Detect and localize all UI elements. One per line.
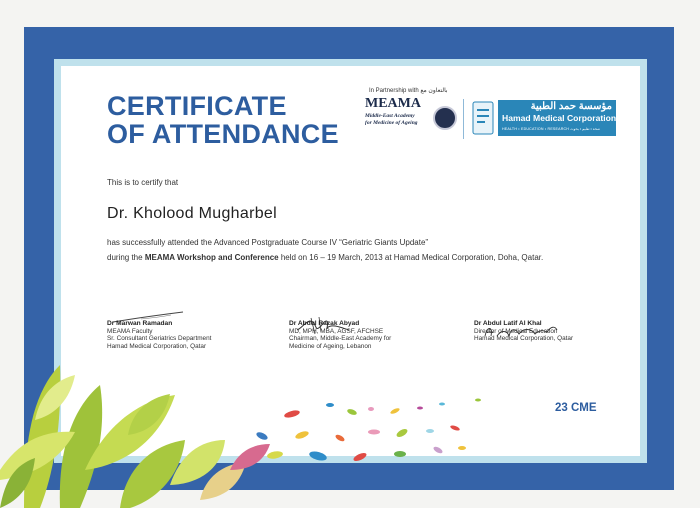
hmc-name-box [498,100,616,136]
logo-divider [463,99,464,139]
hmc-english-name: Hamad Medical Corporation [502,113,617,123]
signatory-detail: Hamad Medical Corporation, Qatar [474,335,574,343]
event-name: MEAMA Workshop and Conference [144,253,279,262]
signatory-detail: Medicine of Ageing, Lebanon [289,342,372,350]
title-line-2: OF ATTENDANCE [107,119,339,149]
meama-seal-icon [433,106,457,130]
signatory-detail: Director of Medical Education [474,327,558,335]
hmc-tagline: HEALTH • EDUCATION • RESEARCH صحة • تعليم • بحوث [502,127,601,131]
hmc-arabic-name: مؤسسة حمد الطبية [530,101,612,112]
meama-subtitle [365,113,431,127]
title-line-1: CERTIFICATE [107,91,287,121]
signatory-detail: Sr. Consultant Geriatrics Department [107,335,212,343]
event-statement-prefix: during the [107,253,145,262]
certificate-paper [61,66,640,456]
signatory-name: Dr Abdul Latif Al Khal [474,320,542,327]
signatory-detail: Hamad Medical Corporation, Qatar [107,342,207,350]
signatory-detail: MD, MPH, MBA, AGSF, AFCHSE [289,327,384,335]
event-statement [107,253,543,262]
signatory-detail: Chairman, Middle-East Academy for [289,335,392,343]
course-statement: has successfully attended the Advanced Postgraduate Course IV “Geriatric Giants Update” [107,238,429,247]
meama-subtitle-line-2: for Medicine of Ageing [365,120,418,126]
meama-logo [365,96,455,140]
signatory-detail: MEAMA Faculty [107,327,153,335]
signatory-block-2 [289,320,489,350]
recipient-name: Dr. Kholood Mugharbel [107,205,277,222]
signatory-name: Dr Abdul Razak Abyad [289,320,360,327]
meama-subtitle-line-1: Middle-East Academy [365,113,415,119]
meama-wordmark: MEAMA [365,96,421,111]
event-statement-suffix: held on 16 – 19 March, 2013 at Hamad Medical Corporation, Doha, Qatar. [278,253,544,262]
certify-text: This is to certify that [107,178,179,187]
hmc-emblem-icon [471,100,495,136]
certificate-title [107,92,339,148]
partnership-label: In Partnership with بالتعاون مع [369,88,448,94]
hmc-logo [471,100,617,140]
signatory-block-1 [107,320,307,350]
cme-credits: 23 CME [555,402,597,414]
signatory-block-3 [474,320,640,343]
signatory-name: Dr Marwan Ramadan [107,320,173,327]
